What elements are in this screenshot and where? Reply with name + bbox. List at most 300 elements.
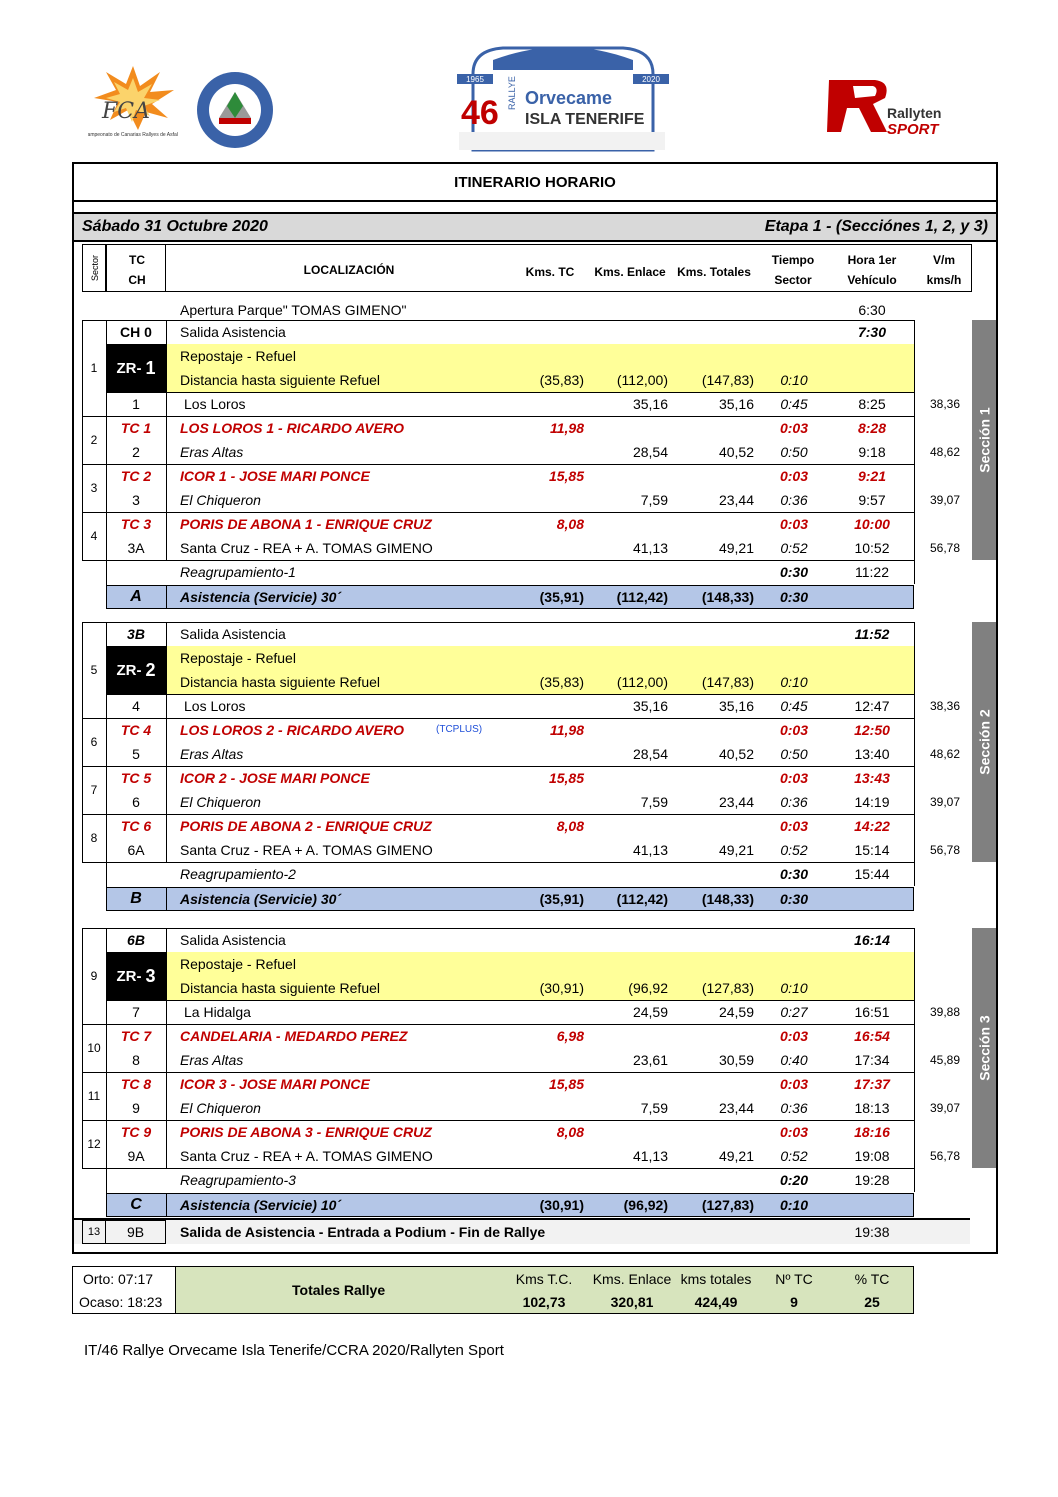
- sector-number: 9: [90, 969, 98, 983]
- ch-loc: Eras Altas: [180, 444, 244, 460]
- section-side-label: [972, 928, 998, 1168]
- ch-hora: 14:19: [854, 794, 890, 810]
- ch-number: 9: [132, 1100, 140, 1116]
- ch-row: [0, 488, 1058, 512]
- ch-tiempo: 0:50: [780, 444, 808, 460]
- ch-enlace: 41,13: [632, 842, 668, 858]
- first-ch-vm: 38,36: [929, 397, 961, 411]
- first-ch-row: [0, 694, 1058, 718]
- ch-enlace: 41,13: [632, 1148, 668, 1164]
- first-ch-hora: 8:25: [858, 396, 886, 412]
- final-sector: 13: [82, 1220, 106, 1244]
- first-ch-loc: Los Loros: [184, 396, 246, 412]
- tcplus-tag: (TCPLUS): [436, 724, 483, 735]
- header-sector: Sector: [90, 255, 100, 282]
- refuel-line1: Repostaje - Refuel: [180, 348, 296, 364]
- refuel-kms-tc: (35,83): [539, 372, 584, 388]
- totals-ntc: 9: [790, 1294, 798, 1310]
- regroup-loc: Reagrupamiento-1: [180, 564, 296, 580]
- stage-hora: 10:00: [854, 516, 890, 532]
- ch-vm: 56,78: [929, 541, 961, 555]
- service-code: C: [130, 1196, 142, 1213]
- stage-tiempo: 0:03: [779, 722, 809, 738]
- header-kmsh: kms/h: [926, 273, 962, 287]
- ch-enlace: 7,59: [640, 794, 668, 810]
- ch-total: 23,44: [718, 492, 754, 508]
- first-ch-tiempo: 0:45: [780, 698, 808, 714]
- svg-text:46: 46: [461, 94, 499, 132]
- refuel-row: [0, 646, 1058, 670]
- salida-hora: 7:30: [857, 324, 887, 340]
- first-ch: 7: [132, 1004, 140, 1020]
- ch-tiempo: 0:36: [780, 1100, 808, 1116]
- refuel-kms-enlace: (96,92: [628, 980, 668, 996]
- first-ch-enlace: 24,59: [632, 1004, 668, 1020]
- ch-enlace: 28,54: [632, 746, 668, 762]
- stage-hora: 14:22: [854, 818, 890, 834]
- ch-hora: 10:52: [854, 540, 890, 556]
- totals-kms-totales: 424,49: [694, 1294, 738, 1310]
- ch-loc: Eras Altas: [180, 1052, 244, 1068]
- header-kms-tc: Kms. TC: [525, 265, 575, 279]
- service-enlace: (96,92): [623, 1197, 668, 1213]
- service-total: (148,33): [701, 589, 754, 605]
- ch-number: 3A: [127, 540, 145, 556]
- first-ch-enlace: 35,16: [632, 396, 668, 412]
- section-left-border: [82, 622, 83, 862]
- ch-enlace: 7,59: [640, 1100, 668, 1116]
- refuel-line1: Repostaje - Refuel: [180, 956, 296, 972]
- first-ch-enlace: 35,16: [632, 698, 668, 714]
- orto-label: Orto: 07:17: [83, 1271, 154, 1287]
- refuel-zone-label: ZR-: [116, 661, 142, 679]
- rallyten-logo: [825, 72, 980, 142]
- first-ch-total: 35,16: [718, 698, 754, 714]
- final-ch: 9B: [106, 1220, 166, 1244]
- tc-col-border: [166, 622, 167, 862]
- rally-logo: [453, 40, 673, 158]
- regroup-loc: Reagrupamiento-3: [180, 1172, 296, 1188]
- stage-name: ICOR 3 - JOSE MARI PONCE: [180, 1076, 370, 1092]
- ch-hora: 13:40: [854, 746, 890, 762]
- refuel-row: [0, 952, 1058, 976]
- footer-caption: IT/46 Rallye Orvecame Isla Tenerife/CCRA 2020/Rallyten Sport: [84, 1342, 504, 1359]
- ch-enlace: 41,13: [632, 540, 668, 556]
- ch-number: 3: [132, 492, 140, 508]
- section-side-label: [972, 320, 998, 560]
- sun-times: [72, 1266, 176, 1314]
- header-tc-cell: [106, 244, 166, 292]
- stage-name: PORIS DE ABONA 3 - ENRIQUE CRUZ: [180, 1124, 432, 1140]
- refuel-kms-enlace: (112,00): [616, 372, 668, 388]
- section-inner-border: [106, 320, 107, 608]
- first-ch-hora: 12:47: [854, 698, 890, 714]
- ch-loc: Santa Cruz - REA + A. TOMAS GIMENO: [180, 540, 433, 556]
- regroup-hora: 11:22: [855, 564, 889, 580]
- stage-hora: 16:54: [854, 1028, 890, 1044]
- ch-row: [0, 838, 1058, 862]
- first-ch-row: [0, 1000, 1058, 1024]
- stage-label: Etapa 1 - (Secciónes 1, 2, y 3): [764, 218, 988, 235]
- apertura-row: [0, 298, 1058, 322]
- stage-name: PORIS DE ABONA 1 - ENRIQUE CRUZ: [180, 516, 432, 532]
- stage-name: PORIS DE ABONA 2 - ENRIQUE CRUZ: [180, 818, 432, 834]
- svg-text:Campeonato de Canarias Rallyes: Campeonato de Canarias Rallyes de Asfalto: [88, 132, 178, 138]
- stage-row: [0, 512, 1058, 536]
- ch-row: [0, 742, 1058, 766]
- refuel-zone-label: ZR-: [116, 359, 142, 377]
- stage-tc: TC 1: [120, 420, 152, 436]
- apertura-loc: Apertura Parque" TOMAS GIMENO": [180, 302, 407, 318]
- stage-kms-tc: 11,98: [550, 722, 584, 738]
- regroup-hora: 19:28: [854, 1172, 890, 1188]
- ch-loc: Santa Cruz - REA + A. TOMAS GIMENO: [180, 1148, 433, 1164]
- service-code: A: [130, 588, 142, 605]
- federation-seal: [195, 70, 275, 150]
- totals-h-kms-tc: Kms T.C.: [515, 1271, 573, 1287]
- totals-ptc: 25: [864, 1294, 880, 1310]
- stage-row: [0, 1120, 1058, 1144]
- header-ch: CH: [128, 273, 146, 287]
- ch-vm: 39,07: [929, 493, 961, 507]
- stage-row: [0, 416, 1058, 440]
- ch-vm: 45,89: [929, 1053, 961, 1067]
- ch-loc: El Chiqueron: [180, 794, 261, 810]
- refuel-kms-enlace: (112,00): [616, 674, 668, 690]
- totals-h-kms-totales: kms totales: [680, 1271, 752, 1287]
- salida-row: [0, 320, 1058, 344]
- regroup-row: [0, 560, 1058, 584]
- salida-ch: 3B: [127, 626, 145, 642]
- totals-h-ntc: Nº TC: [775, 1271, 813, 1287]
- section-inner-border: [106, 928, 107, 1216]
- ch-loc: El Chiqueron: [180, 1100, 261, 1116]
- stage-kms-tc: 8,08: [556, 1124, 584, 1140]
- service-enlace: (112,42): [616, 891, 668, 907]
- ch-enlace: 7,59: [640, 492, 668, 508]
- salida-loc: Salida Asistencia: [180, 932, 286, 948]
- stage-hora: 9:21: [857, 468, 887, 484]
- sector-number: 11: [87, 1089, 101, 1103]
- ch-enlace: 23,61: [632, 1052, 668, 1068]
- stage-hora: 12:50: [854, 722, 890, 738]
- stage-name: ICOR 1 - JOSE MARI PONCE: [180, 468, 370, 484]
- ch-row: [0, 1048, 1058, 1072]
- stage-name: LOS LOROS 1 - RICARDO AVERO: [180, 420, 405, 436]
- stage-tiempo: 0:03: [779, 770, 809, 786]
- svg-text:Rallyten: Rallyten: [887, 105, 942, 121]
- refuel-line2: Distancia hasta siguiente Refuel: [180, 372, 381, 388]
- stage-row: [0, 464, 1058, 488]
- first-ch: 4: [132, 698, 140, 714]
- stage-tiempo: 0:03: [779, 516, 809, 532]
- stage-tiempo: 0:03: [779, 1124, 809, 1140]
- ch-tiempo: 0:36: [780, 794, 808, 810]
- ch-row: [0, 536, 1058, 560]
- refuel-tiempo: 0:10: [780, 372, 808, 388]
- ch-number: 6: [132, 794, 140, 810]
- regroup-tiempo: 0:30: [779, 866, 809, 882]
- ch-hora: 17:34: [854, 1052, 890, 1068]
- refuel-zone-number: 3: [145, 965, 156, 986]
- stage-name: CANDELARIA - MEDARDO PEREZ: [180, 1028, 408, 1044]
- salida-row: [0, 928, 1058, 952]
- refuel-kms-total: (127,83): [701, 980, 754, 996]
- stage-tc: TC 8: [120, 1076, 152, 1092]
- ch-tiempo: 0:52: [780, 842, 808, 858]
- first-ch: 1: [132, 396, 140, 412]
- header-vehiculo: Vehículo: [847, 273, 897, 287]
- service-kms-tc: (30,91): [539, 1197, 584, 1213]
- service-kms-tc: (35,91): [539, 589, 584, 605]
- ch-tiempo: 0:52: [780, 540, 808, 556]
- header-localizacion: LOCALIZACIÓN: [303, 263, 395, 277]
- apertura-hora: 6:30: [858, 302, 886, 318]
- section-name: Sección 1: [977, 407, 993, 473]
- ch-total: 23,44: [718, 794, 754, 810]
- vm-col-border: [914, 928, 915, 1192]
- sector-number: 3: [90, 481, 98, 495]
- ch-hora: 9:57: [858, 492, 886, 508]
- ch-row: [0, 1096, 1058, 1120]
- stage-row: [0, 1072, 1058, 1096]
- service-total: (127,83): [701, 1197, 754, 1213]
- ch-tiempo: 0:36: [780, 492, 808, 508]
- service-loc: Asistencia (Servicie) 30´: [180, 589, 342, 605]
- stage-kms-tc: 15,85: [548, 1076, 584, 1092]
- ch-tiempo: 0:50: [780, 746, 808, 762]
- ch-vm: 39,07: [929, 795, 961, 809]
- stage-row: [0, 1024, 1058, 1048]
- ch-vm: 48,62: [929, 747, 961, 761]
- stage-row: [0, 814, 1058, 838]
- ch-number: 5: [132, 746, 140, 762]
- refuel-row: [0, 344, 1058, 368]
- sector-number: 5: [90, 663, 98, 677]
- stage-tc: TC 7: [120, 1028, 152, 1044]
- ch-total: 49,21: [718, 842, 754, 858]
- totals-kms-enlace: 320,81: [610, 1294, 654, 1310]
- stage-name: ICOR 2 - JOSE MARI PONCE: [180, 770, 370, 786]
- stage-kms-tc: 15,85: [548, 468, 584, 484]
- ch-total: 49,21: [718, 540, 754, 556]
- stage-tiempo: 0:03: [779, 1028, 809, 1044]
- stage-tc: TC 9: [120, 1124, 152, 1140]
- stage-row: [0, 718, 1058, 742]
- ch-number: 8: [132, 1052, 140, 1068]
- section-left-border: [82, 320, 83, 560]
- sector-bottom-border: [82, 560, 106, 561]
- ch-number: 2: [132, 444, 140, 460]
- day-label: Sábado 31 Octubre 2020: [82, 218, 268, 235]
- header-hora: Hora 1er: [847, 253, 897, 267]
- first-ch-vm: 39,88: [929, 1005, 961, 1019]
- refuel-line2: Distancia hasta siguiente Refuel: [180, 980, 381, 996]
- service-enlace: (112,42): [616, 589, 668, 605]
- regroup-hora: 15:44: [854, 866, 890, 882]
- salida-hora: 11:52: [854, 626, 890, 642]
- header-tc: TC: [129, 253, 145, 267]
- ocaso-label: Ocaso: 18:23: [79, 1294, 163, 1310]
- service-code: B: [130, 890, 142, 907]
- svg-text:RALLYE: RALLYE: [507, 76, 517, 110]
- totals-panel: [176, 1266, 914, 1314]
- regroup-tiempo: 0:30: [779, 564, 809, 580]
- sector-bottom-border: [82, 1168, 106, 1169]
- ch-number: 6A: [127, 842, 145, 858]
- stage-tiempo: 0:03: [779, 1076, 809, 1092]
- stage-hora: 13:43: [854, 770, 890, 786]
- sector-number: 7: [90, 783, 98, 797]
- ch-vm: 48,62: [929, 445, 961, 459]
- first-ch-total: 35,16: [718, 396, 754, 412]
- ch-hora: 15:14: [854, 842, 890, 858]
- ch-hora: 9:18: [858, 444, 886, 460]
- final-hora: 19:38: [854, 1224, 890, 1240]
- regroup-loc: Reagrupamiento-2: [180, 866, 296, 882]
- stage-tiempo: 0:03: [779, 420, 809, 436]
- day-bar: [72, 212, 998, 242]
- fca-logo: [88, 64, 178, 144]
- vm-col-border: [914, 320, 915, 584]
- refuel-tiempo: 0:10: [780, 674, 808, 690]
- stage-tiempo: 0:03: [779, 468, 809, 484]
- ch-total: 23,44: [718, 1100, 754, 1116]
- refuel-distance-row: [0, 670, 1058, 694]
- refuel-kms-total: (147,83): [701, 674, 754, 690]
- salida-ch: 6B: [127, 932, 145, 948]
- totals-label: Totales Rallye: [292, 1282, 386, 1298]
- header-kms-enlace: Kms. Enlace: [594, 265, 666, 279]
- refuel-kms-tc: (30,91): [539, 980, 584, 996]
- refuel-distance-row: [0, 976, 1058, 1000]
- svg-text:ISLA TENERIFE: ISLA TENERIFE: [525, 111, 645, 128]
- ch-tiempo: 0:52: [780, 1148, 808, 1164]
- refuel-zone-label: ZR-: [116, 967, 142, 985]
- stage-kms-tc: 11,98: [550, 420, 584, 436]
- stage-hora: 8:28: [857, 420, 887, 436]
- ch-hora: 19:08: [854, 1148, 890, 1164]
- ch-total: 49,21: [718, 1148, 754, 1164]
- final-loc: Salida de Asistencia - Entrada a Podium - Fin de Rallye: [180, 1224, 546, 1240]
- ch-enlace: 28,54: [632, 444, 668, 460]
- refuel-zone-number: 1: [145, 357, 156, 378]
- regroup-row: [0, 1168, 1058, 1192]
- svg-text:SPORT: SPORT: [887, 121, 939, 138]
- totals-kms-tc: 102,73: [522, 1294, 566, 1310]
- ch-loc: Eras Altas: [180, 746, 244, 762]
- sector-number: 12: [87, 1137, 101, 1151]
- ch-loc: Santa Cruz - REA + A. TOMAS GIMENO: [180, 842, 433, 858]
- stage-row: [0, 766, 1058, 790]
- totals-h-ptc: % TC: [854, 1271, 890, 1287]
- first-ch-loc: La Hidalga: [184, 1004, 251, 1020]
- refuel-kms-total: (147,83): [701, 372, 754, 388]
- first-ch-hora: 16:51: [854, 1004, 890, 1020]
- service-total: (148,33): [701, 891, 754, 907]
- stage-hora: 18:16: [854, 1124, 890, 1140]
- sector-number: 6: [90, 735, 98, 749]
- sector-number: 4: [90, 529, 98, 543]
- stage-kms-tc: 8,08: [556, 818, 584, 834]
- service-tiempo: 0:10: [779, 1197, 809, 1213]
- ch-tiempo: 0:40: [780, 1052, 808, 1068]
- tc-col-border: [166, 928, 167, 1168]
- stage-kms-tc: 15,85: [548, 770, 584, 786]
- service-tiempo: 0:30: [779, 589, 809, 605]
- first-ch-tiempo: 0:27: [780, 1004, 808, 1020]
- section-left-border: [82, 928, 83, 1168]
- regroup-row: [0, 862, 1058, 886]
- header-main-cell: [166, 244, 972, 292]
- svg-text:FCA: FCA: [102, 99, 150, 124]
- salida-loc: Salida Asistencia: [180, 324, 286, 340]
- header-sector-cell: [82, 244, 106, 292]
- section-name: Sección 3: [977, 1015, 993, 1081]
- sector-number: 8: [90, 831, 98, 845]
- header-vm: V/m: [932, 253, 955, 267]
- stage-tc: TC 2: [120, 468, 152, 484]
- service-row: [0, 887, 1058, 911]
- stage-kms-tc: 6,98: [556, 1028, 584, 1044]
- vm-col-border: [914, 622, 915, 886]
- service-row: [0, 1193, 1058, 1217]
- first-ch-vm: 38,36: [929, 699, 961, 713]
- header-tiempo-sector: Sector: [774, 273, 812, 287]
- sector-number: 1: [90, 361, 98, 375]
- ch-total: 30,59: [718, 1052, 754, 1068]
- ch-loc: El Chiqueron: [180, 492, 261, 508]
- page-title: ITINERARIO HORARIO: [72, 162, 998, 202]
- ch-total: 40,52: [718, 444, 754, 460]
- refuel-kms-tc: (35,83): [539, 674, 584, 690]
- svg-text:Orvecame: Orvecame: [525, 88, 613, 108]
- sector-number: 2: [90, 433, 98, 447]
- ch-total: 40,52: [718, 746, 754, 762]
- tc-col-border: [166, 320, 167, 560]
- ch-number: 9A: [127, 1148, 145, 1164]
- refuel-tiempo: 0:10: [780, 980, 808, 996]
- first-ch-row: [0, 392, 1058, 416]
- service-kms-tc: (35,91): [539, 891, 584, 907]
- salida-hora: 16:14: [854, 932, 890, 948]
- refuel-line2: Distancia hasta siguiente Refuel: [180, 674, 381, 690]
- stage-tc: TC 6: [120, 818, 152, 834]
- ch-vm: 56,78: [929, 1149, 961, 1163]
- ch-vm: 39,07: [929, 1101, 961, 1115]
- ch-vm: 56,78: [929, 843, 961, 857]
- ch-row: [0, 1144, 1058, 1168]
- first-ch-loc: Los Loros: [184, 698, 246, 714]
- salida-ch: CH 0: [120, 324, 152, 340]
- salida-loc: Salida Asistencia: [180, 626, 286, 642]
- service-loc: Asistencia (Servicie) 30´: [180, 891, 342, 907]
- ch-row: [0, 790, 1058, 814]
- section-side-label: [972, 622, 998, 862]
- ch-hora: 18:13: [854, 1100, 890, 1116]
- sector-bottom-border: [82, 862, 106, 863]
- service-loc: Asistencia (Servicie) 10´: [180, 1197, 342, 1213]
- refuel-zone-number: 2: [145, 659, 156, 680]
- sector-number: 10: [87, 1041, 101, 1055]
- refuel-distance-row: [0, 368, 1058, 392]
- first-ch-tiempo: 0:45: [780, 396, 808, 412]
- stage-tiempo: 0:03: [779, 818, 809, 834]
- section-name: Sección 2: [977, 709, 993, 775]
- salida-row: [0, 622, 1058, 646]
- service-tiempo: 0:30: [779, 891, 809, 907]
- stage-kms-tc: 8,08: [556, 516, 584, 532]
